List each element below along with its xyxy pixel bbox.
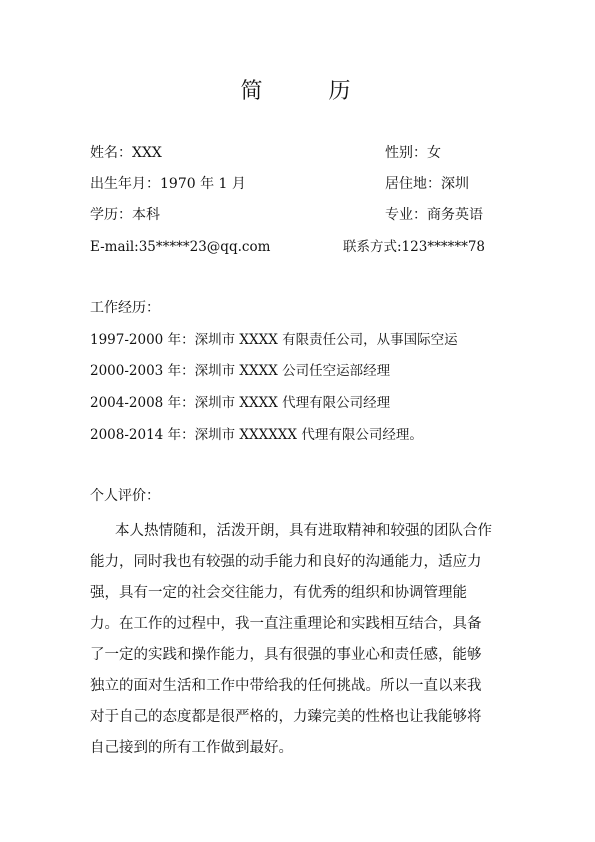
name-field: 姓名：XXX <box>90 145 162 161</box>
evaluation-body <box>90 516 510 764</box>
education-field: 学历：本科 <box>90 207 160 223</box>
evaluation-line: 对于自己的态度都是很严格的，力臻完美的性格也让我能够将 <box>90 709 482 725</box>
evaluation-line: 独立的面对生活和工作中带给我的任何挑战。所以一直以来我 <box>90 678 482 694</box>
evaluation-line: 强，具有一定的社会交往能力，有优秀的组织和协调管理能 <box>90 585 467 601</box>
work-item: 2000-2003 年：深圳市 XXXX 公司任空运部经理 <box>90 363 391 379</box>
evaluation-line: 了一定的实践和操作能力，具有很强的事业心和责任感，能够 <box>90 647 482 663</box>
evaluation-line: 自己接到的所有工作做到最好。 <box>90 740 293 756</box>
email-field: E-mail:35*****23@qq.com <box>90 239 271 255</box>
evaluation-line: 能力，同时我也有较强的动手能力和良好的沟通能力，适应力 <box>90 554 482 570</box>
contact-field: 联系方式:123******78 <box>343 239 485 255</box>
residence-field: 居住地：深圳 <box>385 176 469 192</box>
page-title: 简 历 <box>240 79 373 104</box>
gender-field: 性别：女 <box>385 145 441 161</box>
work-heading: 工作经历： <box>90 300 160 316</box>
birth-field: 出生年月：1970 年 1 月 <box>90 176 246 192</box>
work-item: 2004-2008 年：深圳市 XXXX 代理有限公司经理 <box>90 395 391 411</box>
major-field: 专业：商务英语 <box>385 207 483 223</box>
evaluation-line: 力。在工作的过程中，我一直注重理论和实践相互结合，具备 <box>90 616 482 632</box>
work-item: 2008-2014 年：深圳市 XXXXXX 代理有限公司经理。 <box>90 427 423 443</box>
evaluation-line: 本人热情随和，活泼开朗，具有进取精神和较强的团队合作 <box>115 523 492 539</box>
evaluation-heading: 个人评价： <box>90 488 160 504</box>
work-item: 1997-2000 年：深圳市 XXXX 有限责任公司，从事国际空运 <box>90 332 458 348</box>
